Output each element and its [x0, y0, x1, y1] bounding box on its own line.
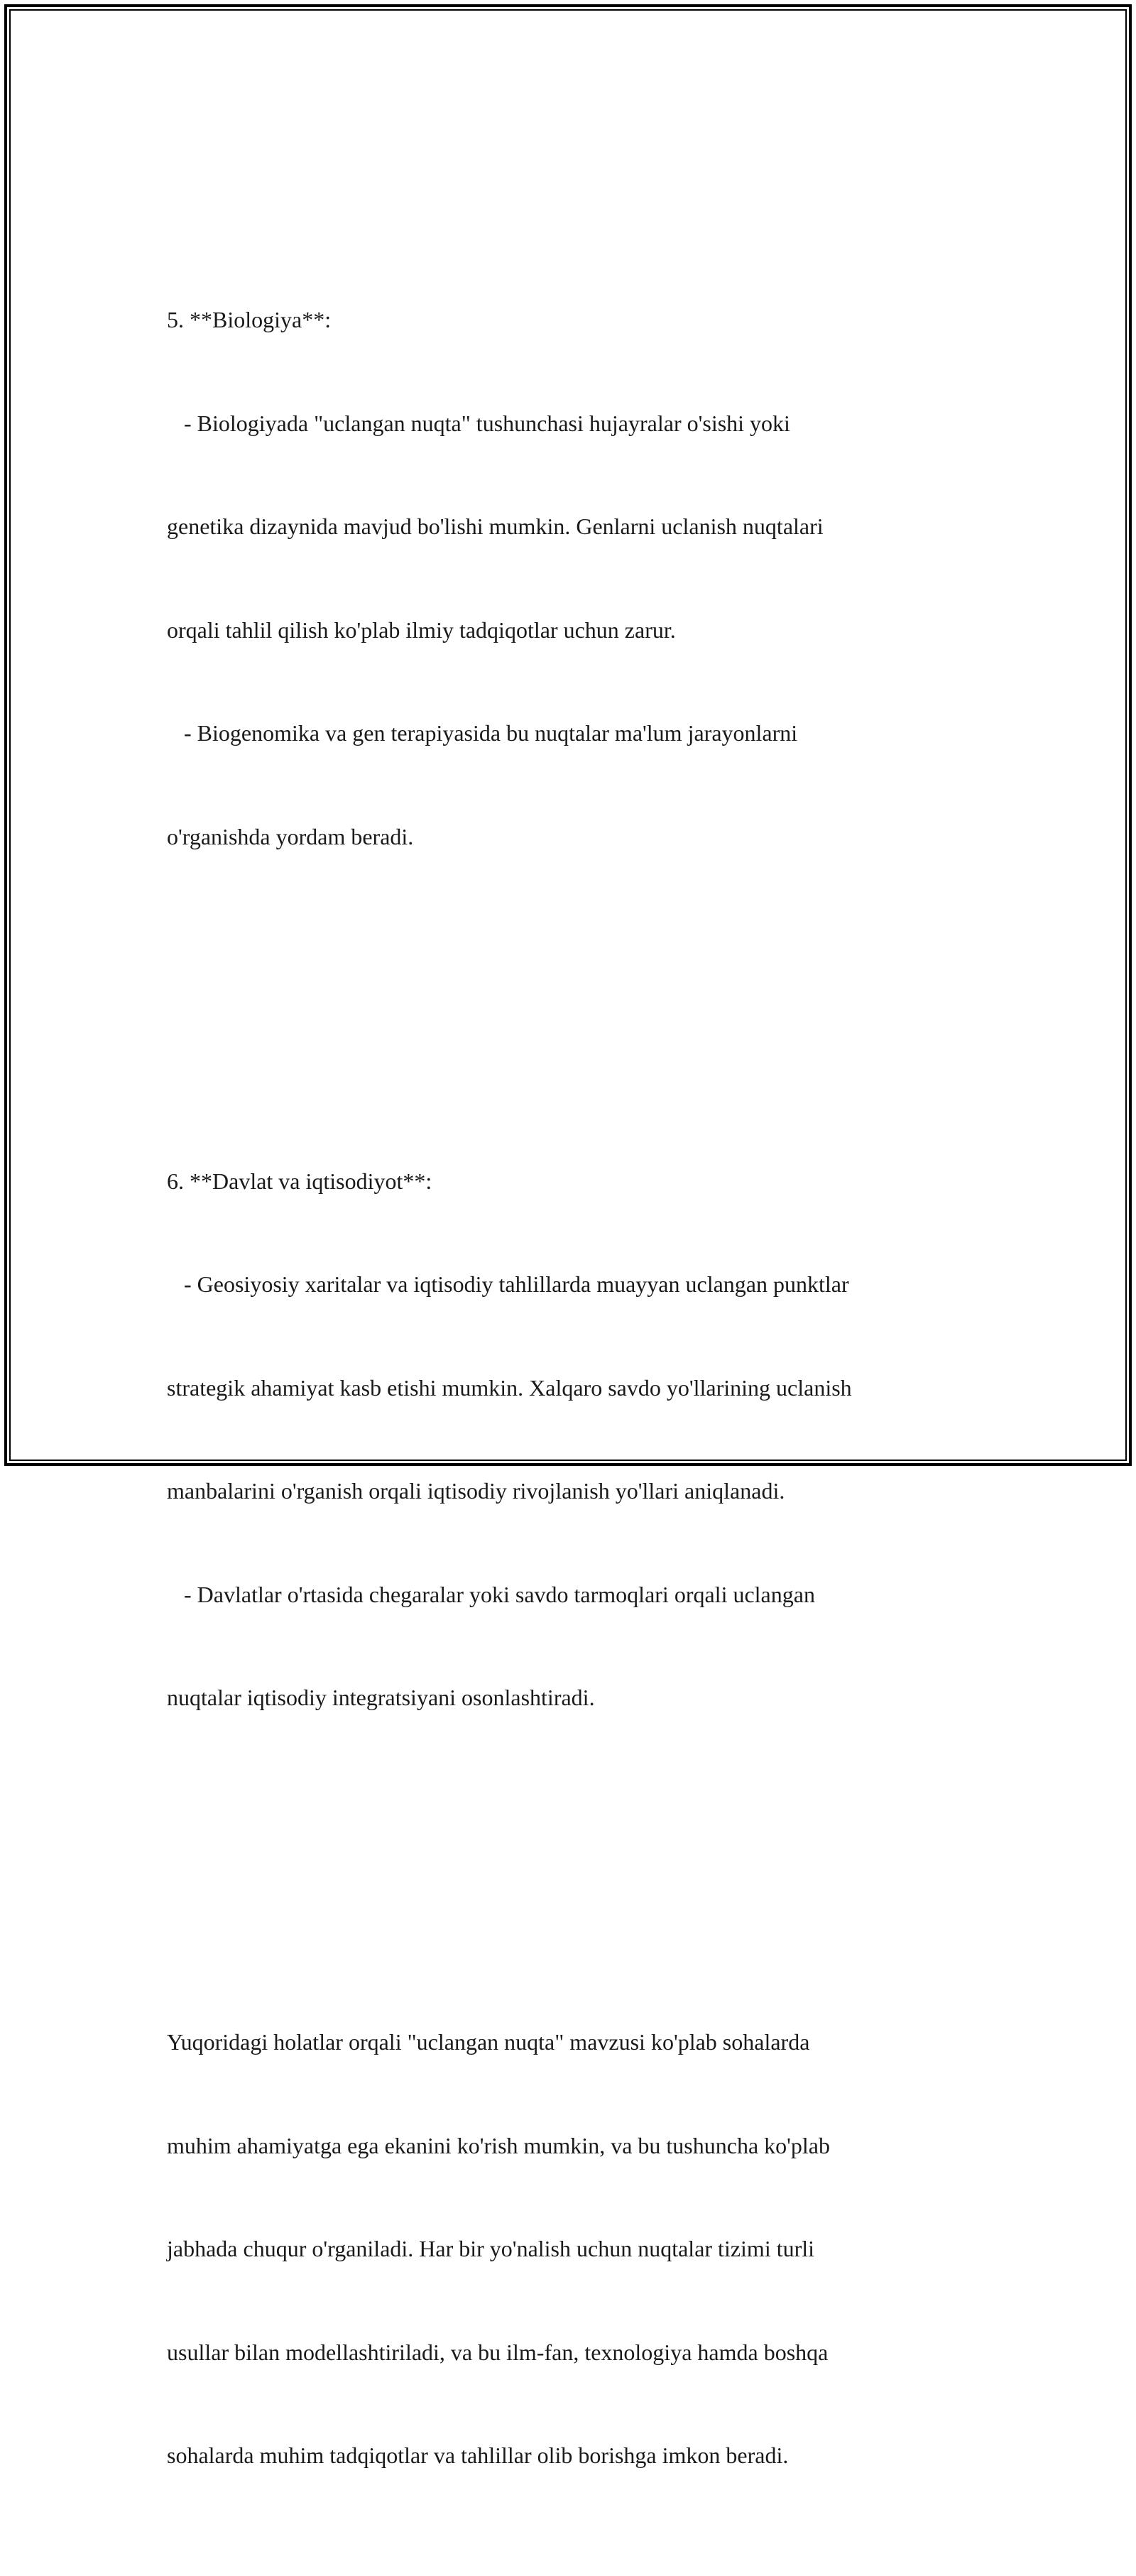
section-biologiya	[167, 234, 976, 923]
text-line: muhim ahamiyatga ega ekanini ko'rish mumkin, va bu tushuncha ko'plab	[167, 2132, 830, 2158]
section-heading: 5. **Biologiya**:	[167, 307, 332, 332]
text-line: orqali tahlil qilish ko'plab ilmiy tadqiqotlar uchun zarur.	[167, 616, 676, 643]
text-line: Yuqoridagi holatlar orqali "uclangan nuqta" mavzusi ko'plab sohalarda	[167, 2029, 810, 2055]
text-line: jabhada chuqur o'rganiladi. Har bir yo'nalish uchun nuqtalar tizimi turli	[167, 2236, 815, 2261]
text-line: manbalarini o'rganish orqali iqtisodiy rivojlanish yo'llari aniqlanadi.	[167, 1478, 785, 1504]
text-line: nuqtalar iqtisodiy integratsiyani osonlashtiradi.	[167, 1685, 595, 1710]
text-line: - Biogenomika va gen terapiyasida bu nuqtalar ma'lum jarayonlarni	[167, 720, 798, 746]
section-heading: 6. **Davlat va iqtisodiyot**:	[167, 1168, 432, 1194]
text-line: usullar bilan modellashtiriladi, va bu ilm-fan, texnologiya hamda boshqa	[167, 2339, 829, 2365]
text-line: o'rganishda yordam beradi.	[167, 823, 414, 849]
document-body	[167, 165, 976, 2576]
text-line: sohalarda muhim tadqiqotlar va tahlillar olib borishga imkon beradi.	[167, 2442, 789, 2468]
conclusion-paragraph	[167, 1956, 976, 2542]
paragraph-spacer	[167, 1853, 976, 1888]
section-davlat-iqtisodiyot	[167, 1095, 976, 1784]
paragraph-spacer	[167, 991, 976, 1026]
text-line: strategik ahamiyat kasb etishi mumkin. Xalqaro savdo yo'llarining uclanish	[167, 1374, 852, 1401]
text-line: - Biologiyada "uclangan nuqta" tushunchasi hujayralar o'sishi yoki	[167, 410, 790, 436]
text-line: genetika dizaynida mavjud bo'lishi mumkin. Genlarni uclanish nuqtalari	[167, 513, 824, 539]
text-line: - Geosiyosiy xaritalar va iqtisodiy tahlillarda muayyan uclangan punktlar	[167, 1271, 849, 1297]
text-line: - Davlatlar o'rtasida chegaralar yoki savdo tarmoqlari orqali uclangan	[167, 1581, 815, 1607]
